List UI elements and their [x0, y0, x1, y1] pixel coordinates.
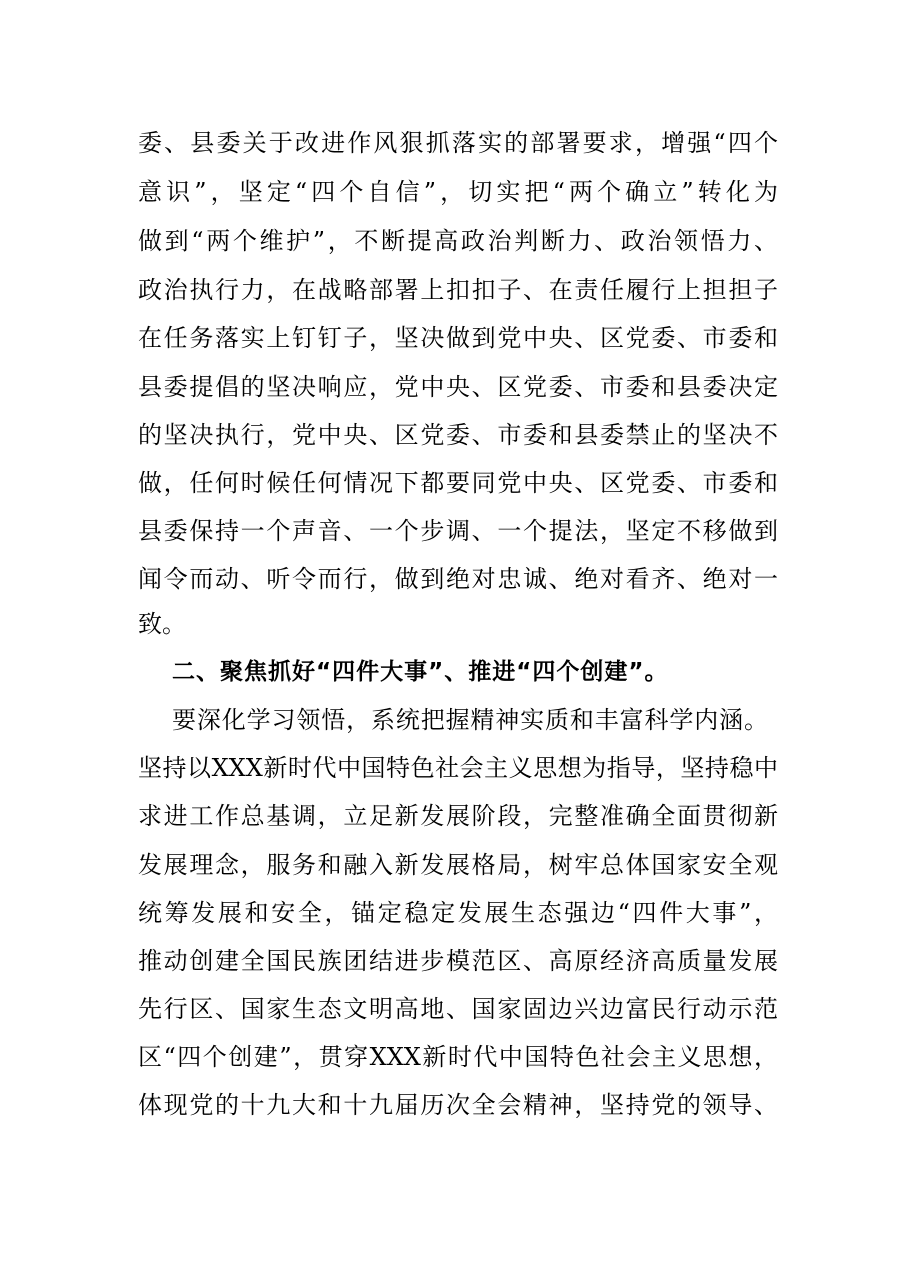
- paragraph-1-line-8: 做，任何时候任何情况下都要同党中央、区党委、市委和: [138, 469, 778, 497]
- paragraph-2-line-4: 发展理念，服务和融入新发展格局，树牢总体国家安全观: [138, 851, 778, 879]
- paragraph-2-line-5: 统筹发展和安全，锚定稳定发展生态强边“四件大事”，: [138, 899, 778, 927]
- paragraph-1-line-1: 委、县委关于改进作风狠抓落实的部署要求，增强“四个: [138, 129, 778, 157]
- paragraph-1-line-10: 闻令而动、听令而行，做到绝对忠诚、绝对看齐、绝对一: [138, 565, 778, 593]
- paragraph-1-line-3: 做到“两个维护”，不断提高政治判断力、政治领悟力、: [138, 227, 778, 255]
- paragraph-2-line-1: 要深化学习领悟，系统把握精神实质和丰富科学内涵。: [172, 706, 768, 734]
- paragraph-1-line-5: 在任务落实上钉钉子，坚决做到党中央、区党委、市委和: [138, 324, 778, 352]
- paragraph-1-line-11: 致。: [138, 610, 186, 638]
- paragraph-2-line-3: 求进工作总基调，立足新发展阶段，完整准确全面贯彻新: [138, 802, 778, 830]
- paragraph-1-line-6: 县委提倡的坚决响应，党中央、区党委、市委和县委决定: [138, 373, 778, 401]
- paragraph-2-line-6: 推动创建全国民族团结进步模范区、高原经济高质量发展: [138, 947, 778, 975]
- paragraph-2-line-9: 体现党的十九大和十九届历次全会精神，坚持党的领导、: [138, 1091, 778, 1119]
- paragraph-2-line-2: 坚持以XXX新时代中国特色社会主义思想为指导，坚持稳中: [138, 754, 778, 782]
- paragraph-1-line-7: 的坚决执行，党中央、区党委、市委和县委禁止的坚决不: [138, 421, 778, 449]
- section-heading: 二、聚焦抓好“四件大事”、推进“四个创建”。: [172, 659, 669, 685]
- paragraph-2-line-8: 区“四个创建”，贯穿XXX新时代中国特色社会主义思想，: [138, 1043, 778, 1071]
- paragraph-1-line-4: 政治执行力，在战略部署上扣扣子、在责任履行上担担子: [138, 276, 778, 304]
- paragraph-1-line-9: 县委保持一个声音、一个步调、一个提法，坚定不移做到: [138, 517, 778, 545]
- paragraph-1-line-2: 意识”，坚定“四个自信”，切实把“两个确立”转化为: [138, 178, 778, 206]
- paragraph-2-line-7: 先行区、国家生态文明高地、国家固边兴边富民行动示范: [138, 995, 778, 1023]
